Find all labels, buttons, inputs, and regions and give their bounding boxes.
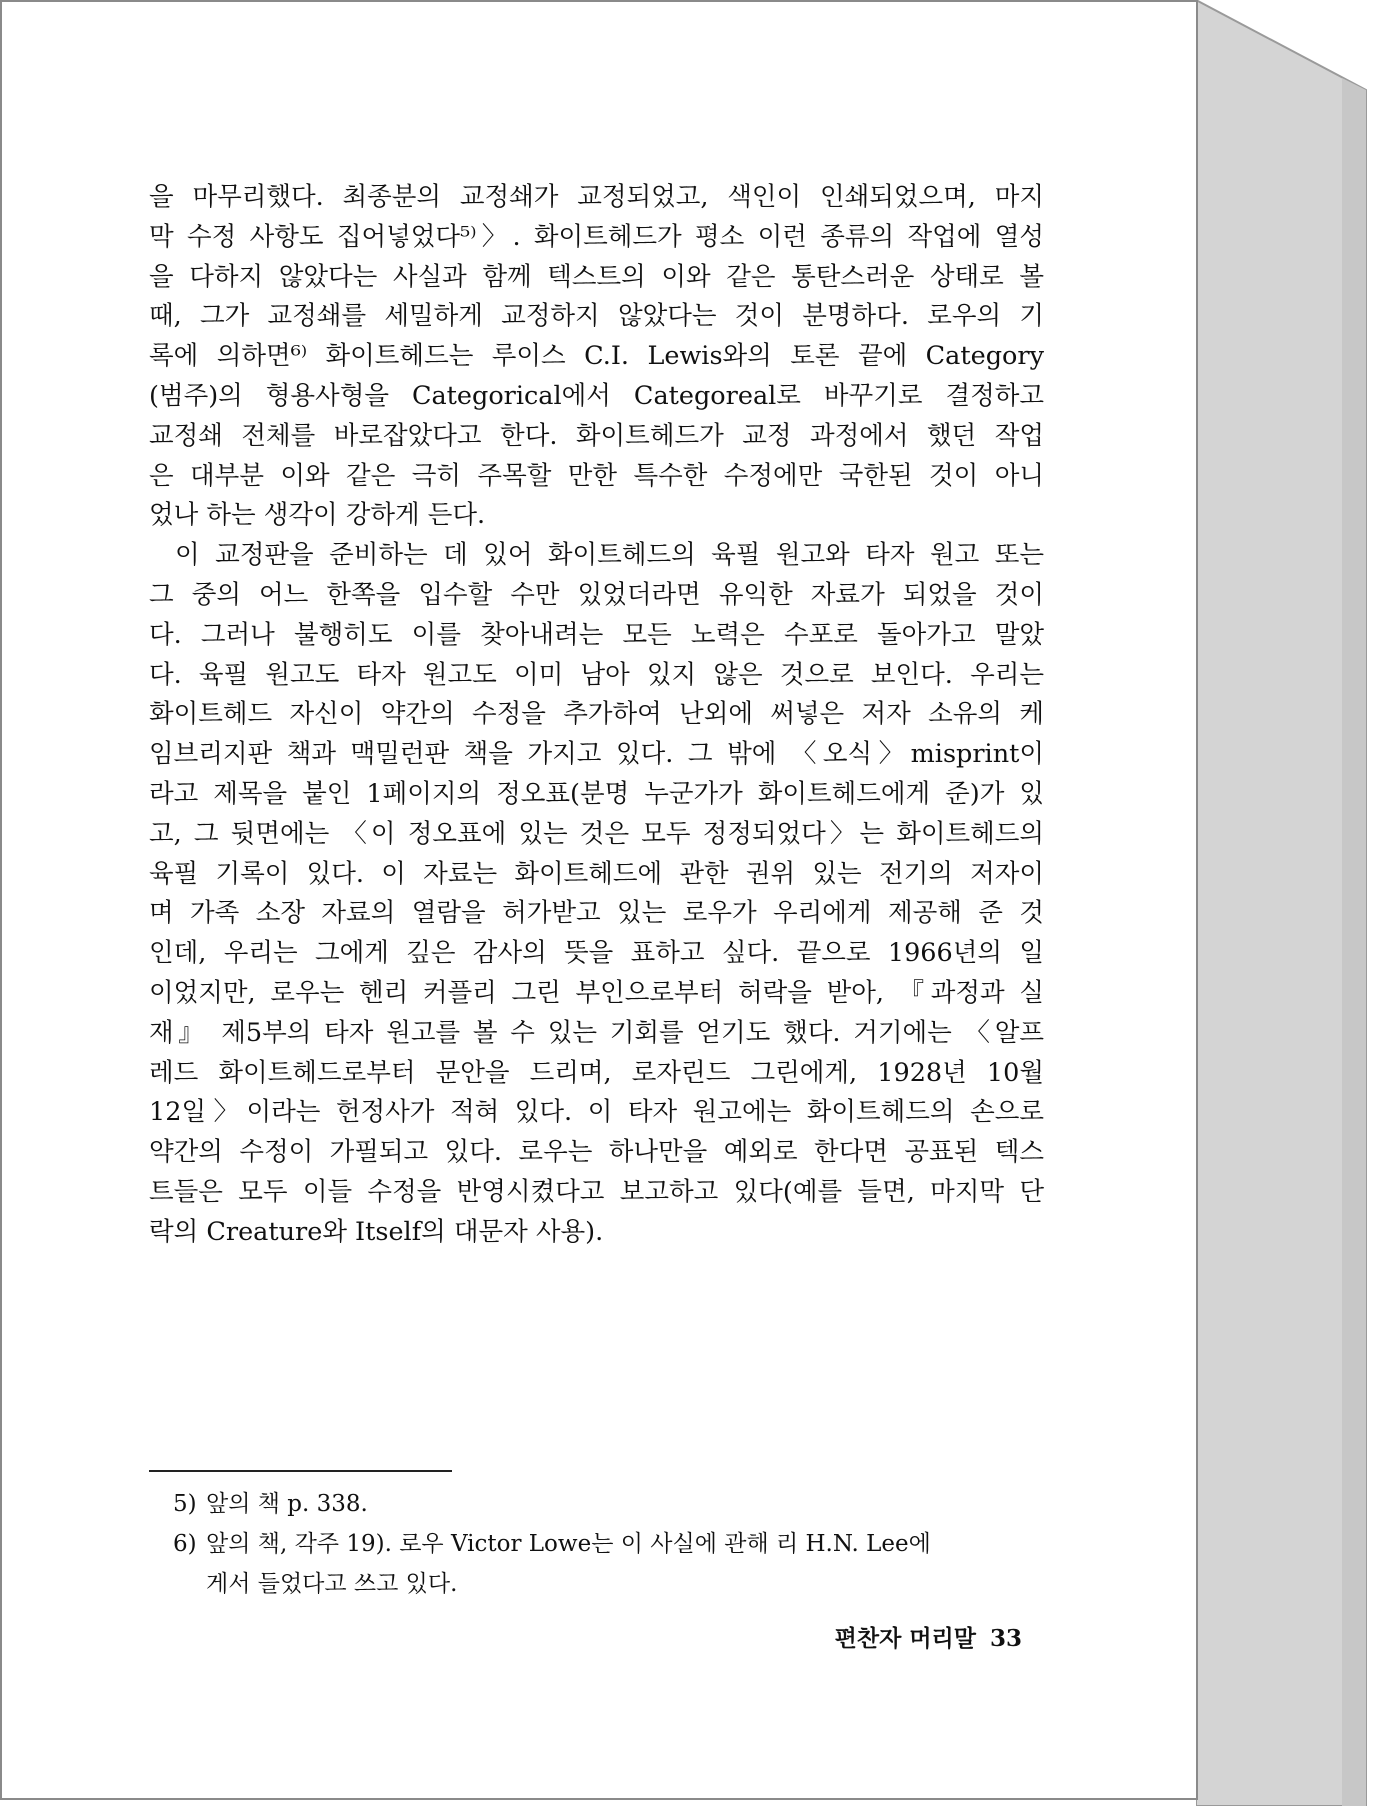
text-line: 다. 그러나 불행히도 이를 찾아내려는 모든 노력은 수포로 돌아가고 말았 <box>149 619 1044 650</box>
text-line: 이 교정판을 준비하는 데 있어 화이트헤드의 육필 원고와 타자 원고 또는 <box>175 540 1044 571</box>
page-number: 33 <box>989 1625 1022 1652</box>
text-line: (범주)의 형용사형을 Categorical에서 Categoreal로 바꾸기로 결정하고 <box>149 380 1044 411</box>
text-line: 락의 Creature와 Itself의 대문자 사용). <box>149 1216 604 1247</box>
text-line: 약간의 수정이 가필되고 있다. 로우는 하나만을 예외로 한다면 공표된 텍스 <box>149 1137 1044 1168</box>
text-line: 이었지만, 로우는 헨리 커플리 그린 부인으로부터 허락을 받아, 『과정과 실 <box>149 977 1044 1008</box>
footnote-6-continued <box>149 1564 1044 1604</box>
footnote-number: 5) <box>173 1491 197 1517</box>
text-line: 며 가족 소장 자료의 열람을 허가받고 있는 로우가 우리에게 제공해 준 것 <box>149 898 1044 929</box>
text-line: 다. 육필 원고도 타자 원고도 이미 남아 있지 않은 것으로 보인다. 우리는 <box>149 659 1044 690</box>
footnote-text: 게서 들었다고 쓰고 있다. <box>206 1571 458 1597</box>
footnote-divider <box>149 1470 452 1472</box>
text-line: 레드 화이트헤드로부터 문안을 드리며, 로자린드 그린에게, 1928년 10월 <box>149 1057 1044 1088</box>
text-line: 그 중의 어느 한쪽을 입수할 수만 있었더라면 유익한 자료가 되었을 것이 <box>149 579 1044 610</box>
running-title: 편찬자 머리말 <box>834 1625 976 1652</box>
footnote-5 <box>149 1484 1044 1524</box>
text-line: 재』 제5부의 타자 원고를 볼 수 있는 기회를 얻기도 했다. 거기에는 〈알프 <box>149 1017 1044 1048</box>
footnotes <box>149 1484 1044 1604</box>
page-edge-shadow <box>1342 78 1366 1806</box>
text-line: 록에 의하면⁶⁾ 화이트헤드는 루이스 C.I. Lewis와의 토론 끝에 Category <box>149 341 1044 372</box>
text-line: 을 다하지 않았다는 사실과 함께 텍스트의 이와 같은 통탄스러운 상태로 볼 <box>149 261 1044 292</box>
text-line: 육필 기록이 있다. 이 자료는 화이트헤드에 관한 권위 있는 전기의 저자이 <box>149 858 1044 889</box>
text-line: 고, 그 뒷면에는 〈이 정오표에 있는 것은 모두 정정되었다〉는 화이트헤드의 <box>149 818 1044 849</box>
footnote-text: 앞의 책 p. 338. <box>206 1491 368 1517</box>
text-line: 라고 제목을 붙인 1페이지의 정오표(분명 누군가가 화이트헤드에게 준)가 있 <box>149 778 1044 809</box>
footnote-number: 6) <box>173 1531 197 1557</box>
text-line: 12일〉이라는 헌정사가 적혀 있다. 이 타자 원고에는 화이트헤드의 손으로 <box>149 1097 1044 1128</box>
text-line: 때, 그가 교정쇄를 세밀하게 교정하지 않았다는 것이 분명하다. 로우의 기 <box>149 301 1044 332</box>
text-line: 교정쇄 전체를 바로잡았다고 한다. 화이트헤드가 교정 과정에서 했던 작업 <box>149 420 1044 451</box>
text-line: 임브리지판 책과 맥밀런판 책을 가지고 있다. 그 밖에 〈오식〉misprint이 <box>149 739 1044 770</box>
footnote-6 <box>149 1524 1044 1564</box>
text-line: 을 마무리했다. 최종분의 교정쇄가 교정되었고, 색인이 인쇄되었으며, 마지 <box>149 182 1044 212</box>
body-text <box>149 178 1044 1253</box>
text-line: 트들은 모두 이들 수정을 반영시켰다고 보고하고 있다(예를 들면, 마지막 단 <box>149 1176 1044 1207</box>
text-line: 인데, 우리는 그에게 깊은 감사의 뜻을 표하고 싶다. 끝으로 1966년의 일 <box>149 938 1044 969</box>
footnote-text: 앞의 책, 각주 19). 로우 Victor Lowe는 이 사실에 관해 리 H.N. Lee에 <box>206 1531 931 1557</box>
text-line: 었나 하는 생각이 강하게 든다. <box>149 500 486 531</box>
page-stack-edge <box>1196 0 1375 1806</box>
page-edge-face <box>1196 0 1366 1806</box>
text-line: 화이트헤드 자신이 약간의 수정을 추가하여 난외에 써넣은 저자 소유의 케 <box>149 699 1044 730</box>
running-footer <box>792 1620 1022 1653</box>
text-line: 막 수정 사항도 집어넣었다⁵⁾〉. 화이트헤드가 평소 이런 종류의 작업에 열성 <box>149 221 1044 252</box>
text-line: 은 대부분 이와 같은 극히 주목할 만한 특수한 수정에만 국한된 것이 아니 <box>149 460 1044 491</box>
